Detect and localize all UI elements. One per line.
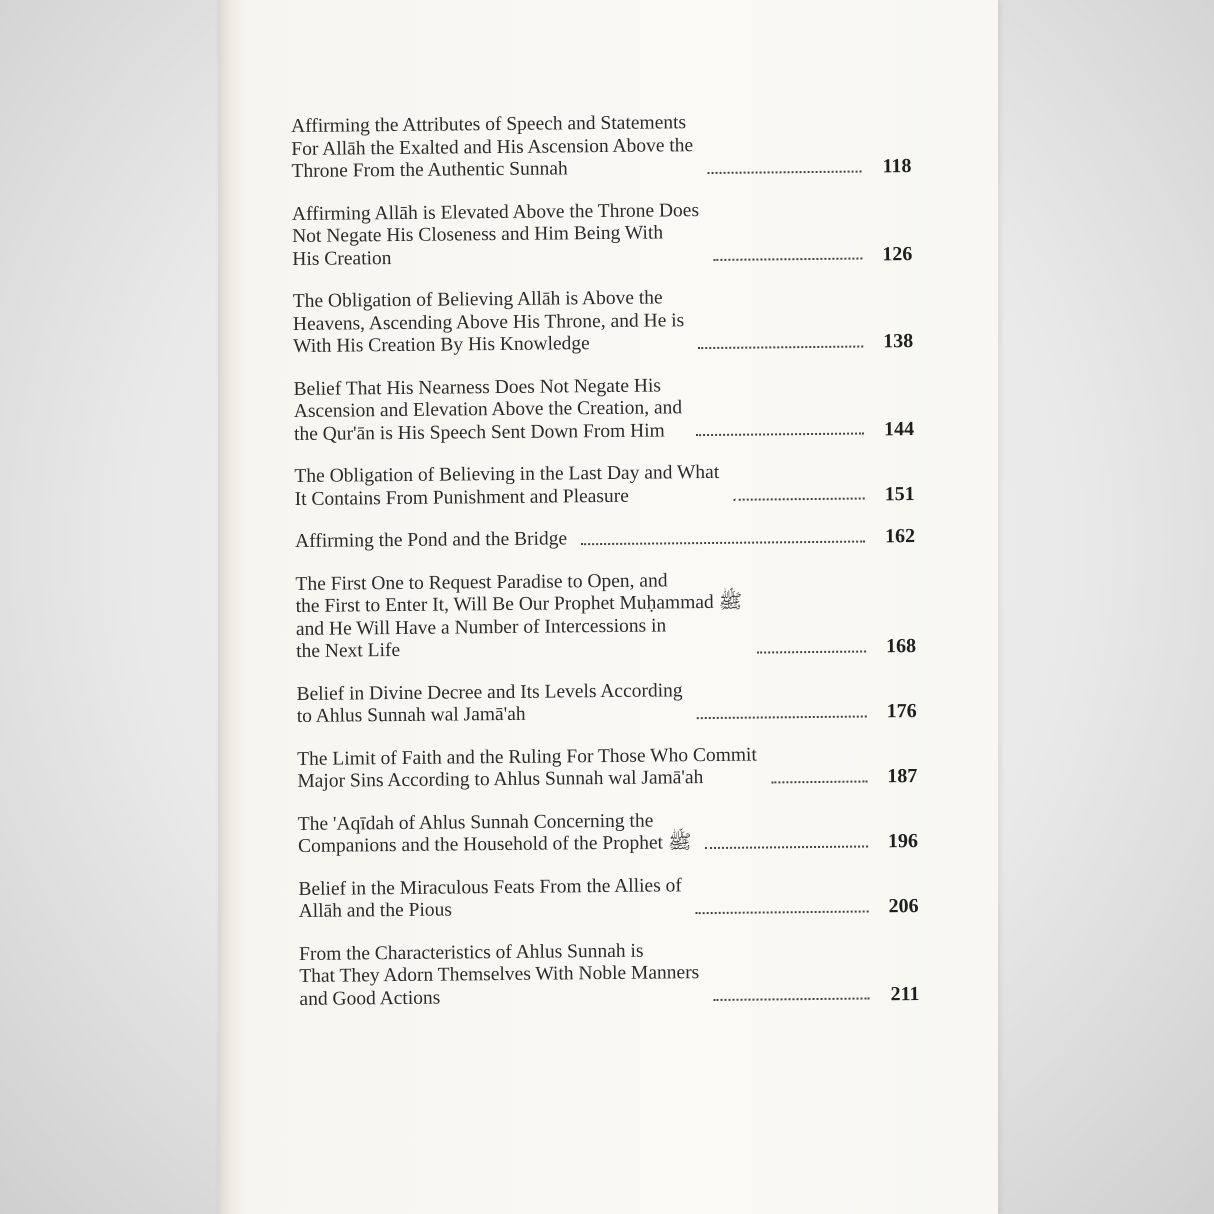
dot-leader <box>697 715 867 719</box>
dot-leader <box>713 997 869 1000</box>
dot-leader <box>698 345 863 349</box>
toc-entry <box>299 938 920 1011</box>
toc-page-number: 176 <box>886 700 917 723</box>
toc-page-number: 126 <box>882 242 913 265</box>
toc-entry-title: Belief That His Nearness Does Not Negate His Ascension and Elevation Above the Creation, and the Qur'ān is His Speech Sent Down From Him <box>293 374 683 445</box>
toc-entry-title: The 'Aqīdah of Ahlus Sunnah Concerning the Companions and the Household of the Prophet ﷺ <box>297 810 692 857</box>
toc-page-number: 151 <box>884 482 915 505</box>
dot-leader <box>713 258 862 261</box>
dot-leader <box>581 540 865 545</box>
dot-leader <box>696 910 869 914</box>
toc-page-number: 144 <box>883 417 915 440</box>
toc-entry <box>296 678 916 729</box>
toc-entry-title: Belief in the Miraculous Feats From the Allies of Allāh and the Pious <box>298 874 682 922</box>
toc-page-number: 138 <box>883 330 914 353</box>
toc-page-number: 196 <box>887 830 919 853</box>
toc-entry <box>294 460 914 511</box>
toc-entry-title: From the Characteristics of Ahlus Sunnah is That They Adorn Themselves With Noble Manners and Good Actions <box>298 940 700 1010</box>
table-of-contents <box>291 110 920 1011</box>
toc-page-number: 206 <box>888 895 919 918</box>
toc-entry-title: Affirming the Attributes of Speech and Statements For Allāh the Exalted and His Ascension Above the Throne From the Authentic Sunnah <box>291 112 694 182</box>
toc-entry-title: The Obligation of Believing Allāh is Above the Heavens, Ascending Above His Throne, and He is With His Creation By His Knowledge <box>292 287 685 357</box>
toc-entry <box>293 285 914 358</box>
toc-entry-title: The Obligation of Believing in the Last Day and What It Contains From Punishment and Pleasure <box>294 461 720 510</box>
toc-page-number: 187 <box>887 765 918 788</box>
toc-page-number: 118 <box>882 155 912 178</box>
toc-entry-title: Affirming Allāh is Elevated Above the Throne Does Not Negate His Closeness and Him Being With His Creation <box>291 199 700 270</box>
dot-leader <box>733 498 864 501</box>
toc-entry <box>295 568 916 664</box>
toc-entry <box>294 373 915 446</box>
toc-page-number: 211 <box>890 982 920 1005</box>
toc-entry <box>291 110 912 183</box>
toc-entry-title: The First One to Request Paradise to Open, and the First to Enter It, Will Be Our Prophet Muḥammad ﷺ and He Will Have a Number of Intercessions in the Next Life <box>295 569 743 662</box>
dot-leader <box>706 845 869 849</box>
dot-leader <box>696 433 864 437</box>
toc-entry <box>292 198 913 271</box>
toc-entry <box>297 743 917 794</box>
toc-entry-title: Belief in Divine Decree and Its Levels According to Ahlus Sunnah wal Jamā'ah <box>296 679 683 727</box>
toc-page-number: 162 <box>884 525 916 548</box>
toc-page-number: 168 <box>886 635 917 658</box>
dot-leader <box>771 780 867 783</box>
dot-leader <box>757 650 867 653</box>
toc-entry <box>298 808 918 859</box>
toc-entry <box>298 873 918 924</box>
dot-leader <box>707 170 861 173</box>
toc-entry-title: The Limit of Faith and the Ruling For Those Who Commit Major Sins According to Ahlus Sunnah wal Jamā'ah <box>297 744 757 792</box>
toc-entry-title: Affirming the Pond and the Bridge <box>294 528 568 552</box>
